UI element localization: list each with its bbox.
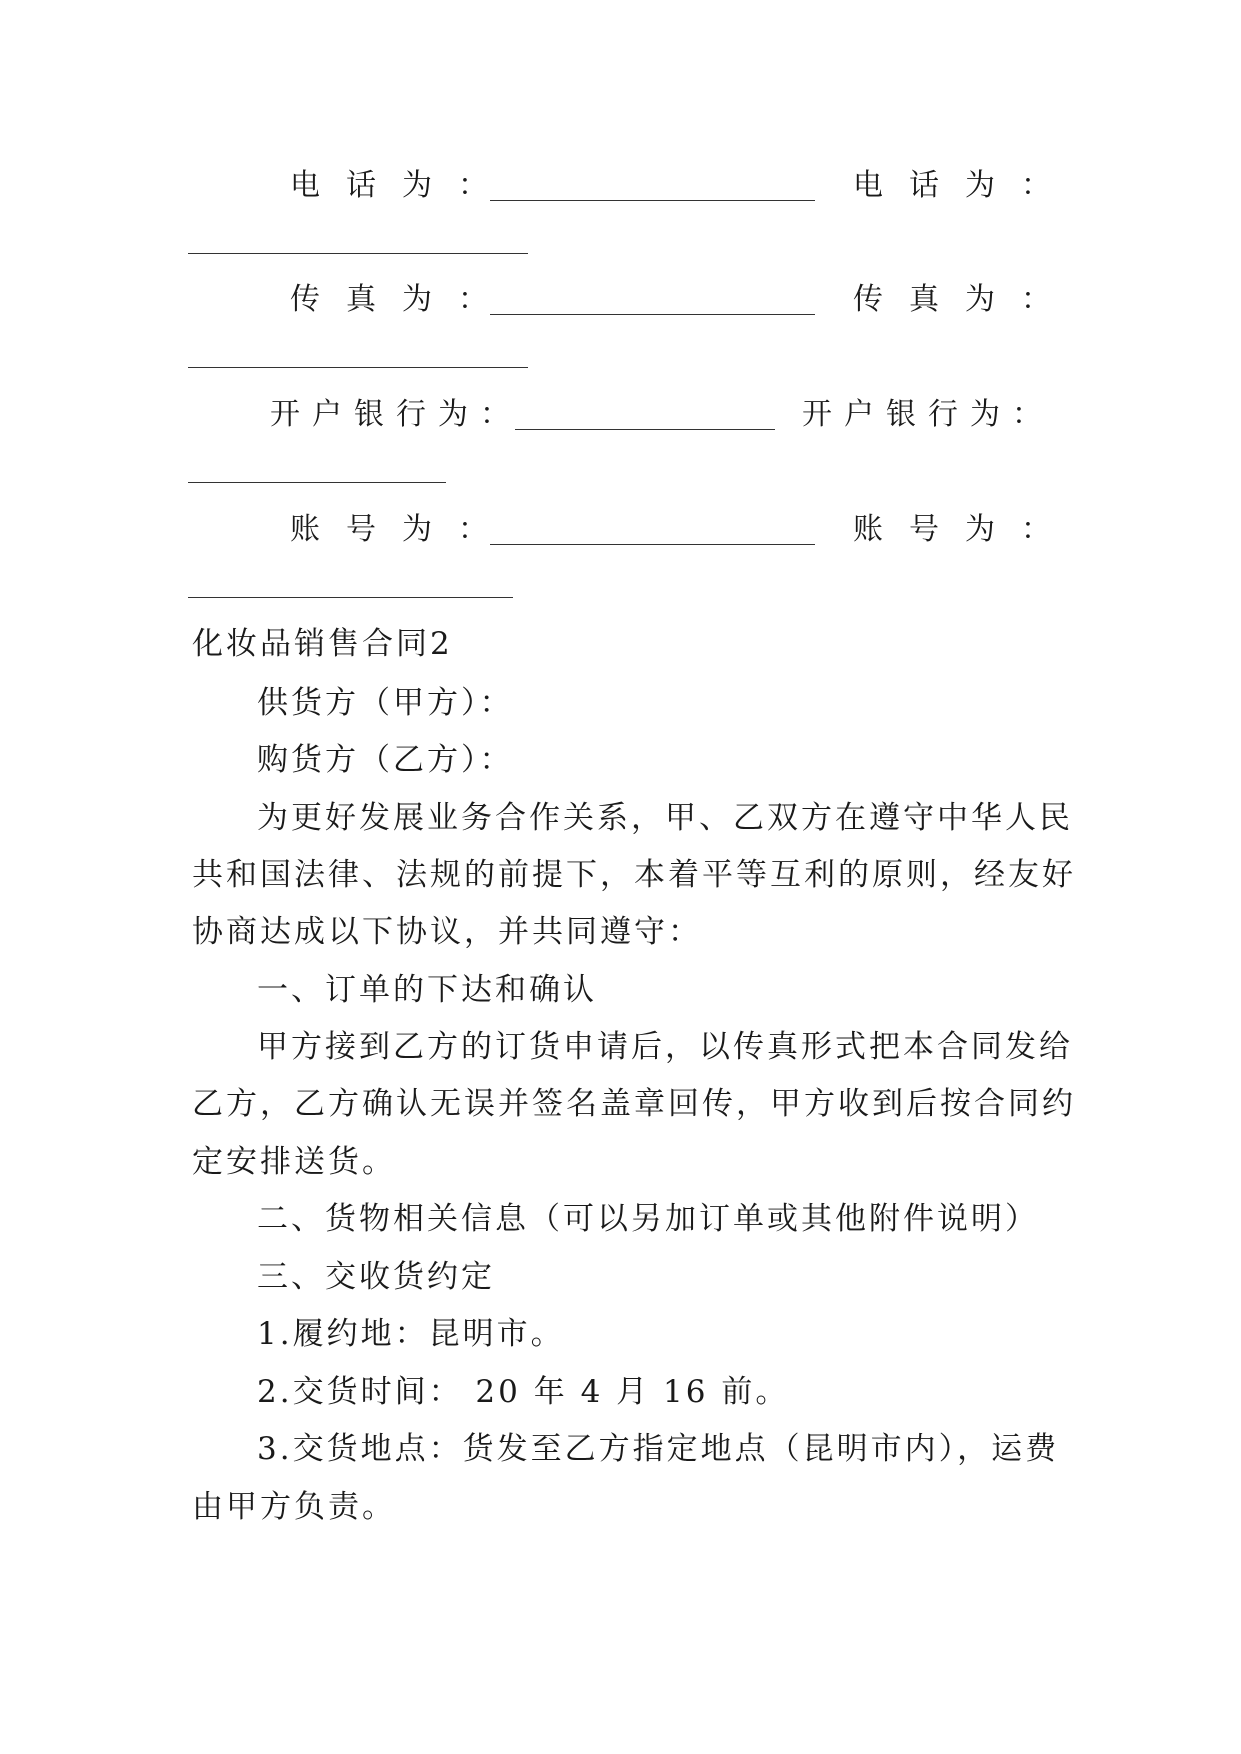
bank-field-row: [0, 393, 1241, 437]
item-3-location-line-1: 3.交货地点：货发至乙方指定地点（昆明市内），运费: [257, 1431, 1060, 1467]
preamble-line-2: 共和国法律、法规的前提下，本着平等互利的原则，经友好: [192, 857, 1076, 893]
item-1-place: 1.履约地：昆明市。: [257, 1316, 565, 1352]
supplier-line: 供货方（甲方）：: [257, 685, 514, 721]
fax-field-row: [0, 278, 1241, 322]
section-1-title: 一、订单的下达和确认: [257, 972, 597, 1008]
phone-blank-party-a: [490, 200, 815, 201]
bank-blank-party-a: [515, 429, 775, 430]
account-blank-party-a: [490, 544, 815, 545]
account-label-party-a: 账号为：: [290, 512, 514, 547]
bank-blank-party-b: [188, 482, 446, 483]
preamble-line-1: 为更好发展业务合作关系，甲、乙双方在遵守中华人民: [257, 800, 1073, 836]
fax-blank-party-a: [490, 314, 815, 315]
section-2-title: 二、货物相关信息（可以另加订单或其他附件说明）: [257, 1201, 1039, 1237]
section-1-body-line-2: 乙方，乙方确认无误并签名盖章回传，甲方收到后按合同约: [192, 1086, 1076, 1122]
fax-blank-party-b: [188, 367, 528, 368]
phone-blank-party-b: [188, 253, 528, 254]
fax-label-party-b: 传真为：: [853, 282, 1077, 317]
account-blank-party-b: [188, 597, 513, 598]
section-1-body-line-3: 定安排送货。: [192, 1144, 396, 1180]
buyer-line: 购货方（乙方）：: [257, 742, 514, 778]
preamble-line-3: 协商达成以下协议，并共同遵守：: [192, 914, 702, 950]
phone-field-row: [0, 164, 1241, 208]
phone-label-party-a: 电话为：: [290, 168, 514, 203]
fax-label-party-a: 传真为：: [290, 282, 514, 317]
item-3-location-line-2: 由甲方负责。: [192, 1489, 396, 1525]
item-2-time: 2.交货时间： 20 年 4 月 16 前。: [257, 1374, 790, 1410]
bank-label-party-b: 开户银行为：: [802, 397, 1054, 432]
bank-label-party-a: 开户银行为：: [270, 397, 522, 432]
section-1-body-line-1: 甲方接到乙方的订货申请后，以传真形式把本合同发给: [257, 1029, 1073, 1065]
contract-title: 化妆品销售合同2: [192, 626, 453, 662]
section-3-title: 三、交收货约定: [257, 1259, 495, 1295]
phone-label-party-b: 电话为：: [853, 168, 1077, 203]
account-label-party-b: 账号为：: [853, 512, 1077, 547]
account-field-row: [0, 508, 1241, 552]
